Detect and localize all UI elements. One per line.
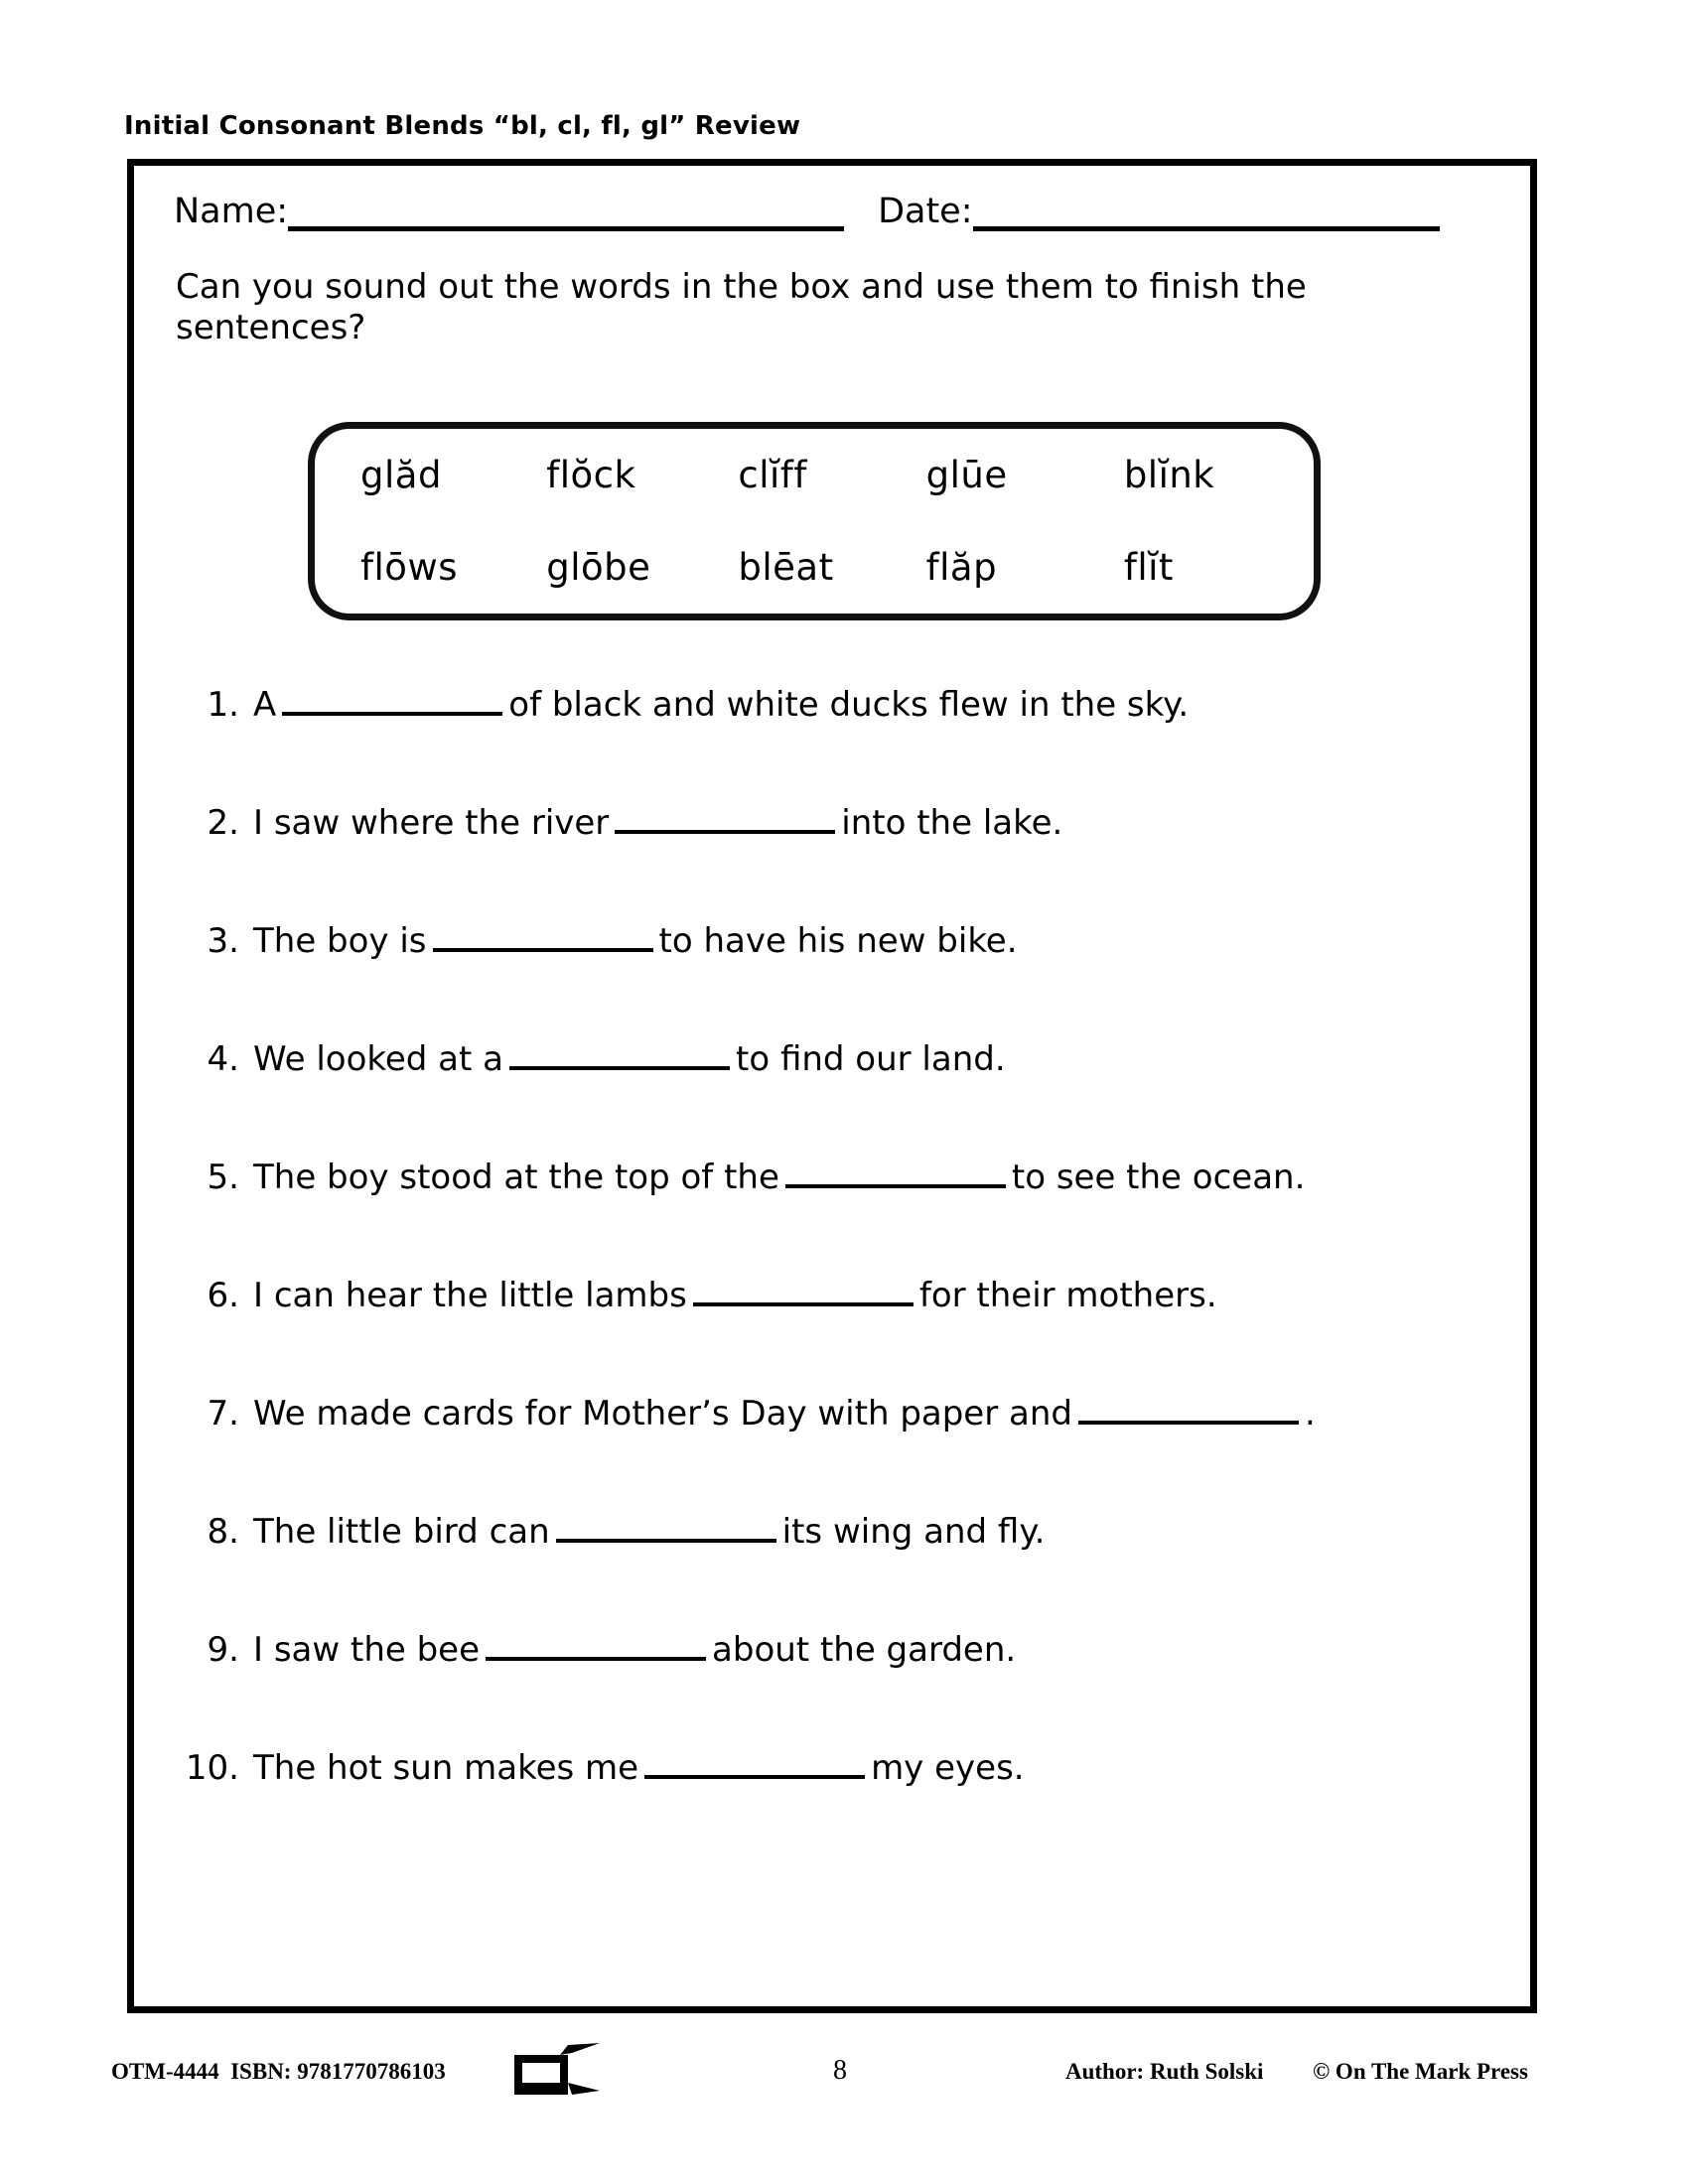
question-row (164, 1627, 1514, 1745)
question-text-after: about the garden. (712, 1630, 1017, 1670)
question-text-after: to have his new bike. (658, 921, 1018, 961)
word-bank-word: flăp (925, 546, 998, 589)
question-text-before: The boy stood at the top of the (253, 1158, 779, 1197)
question-number: 8. (207, 1512, 239, 1552)
name-label: Name: (174, 192, 289, 231)
footer-product-code: OTM-4444 (111, 2059, 219, 2084)
word-bank-word: glūe (925, 454, 1008, 496)
answer-blank[interactable] (486, 1627, 706, 1661)
question-row (164, 1273, 1514, 1391)
word-bank-word: glōbe (546, 546, 651, 589)
word-bank-word: glăd (360, 454, 442, 496)
question-number: 4. (207, 1039, 239, 1079)
word-bank-word: clĭff (738, 454, 807, 496)
question-text-after: its wing and fly. (781, 1512, 1046, 1552)
instructions-text: Can you sound out the words in the box and use them to finish the sentences? (176, 267, 1307, 348)
question-number: 3. (207, 921, 239, 961)
answer-blank[interactable] (509, 1036, 730, 1070)
question-text-after: . (1304, 1394, 1316, 1433)
name-date-row (174, 192, 1504, 251)
question-text-after: into the lake. (841, 803, 1063, 843)
question-number: 9. (207, 1630, 239, 1670)
question-number: 2. (207, 803, 239, 843)
question-text-before: We made cards for Mother’s Day with paper and (253, 1394, 1072, 1433)
footer-code-isbn (111, 2059, 446, 2085)
name-input[interactable] (288, 193, 844, 231)
word-bank-word: flŏck (546, 454, 636, 496)
footer-isbn: ISBN: 9781770786103 (230, 2059, 446, 2084)
word-bank-row (315, 429, 1314, 521)
on-the-mark-press-logo-icon (508, 2041, 604, 2103)
answer-blank[interactable] (282, 682, 502, 716)
word-bank-word: blĭnk (1123, 454, 1215, 496)
answer-blank[interactable] (644, 1745, 865, 1779)
question-number: 1. (207, 685, 239, 725)
question-text-after: for their mothers. (918, 1276, 1217, 1315)
question-number: 7. (207, 1394, 239, 1433)
word-bank-row (315, 521, 1314, 614)
footer-publisher: © On The Mark Press (1313, 2059, 1528, 2084)
question-text-after: to see the ocean. (1011, 1158, 1306, 1197)
question-number: 6. (207, 1276, 239, 1315)
question-row (164, 682, 1514, 800)
question-text-before: The little bird can (253, 1512, 550, 1552)
answer-blank[interactable] (556, 1509, 776, 1543)
word-bank-word: blēat (738, 546, 834, 589)
question-text-before: The hot sun makes me (253, 1748, 639, 1788)
question-text-before: A (253, 685, 277, 725)
question-row (164, 1391, 1514, 1509)
question-text-before: The boy is (253, 921, 427, 961)
word-bank-word: flĭt (1123, 546, 1174, 589)
question-number: 10. (185, 1748, 239, 1788)
question-text-after: to find our land. (736, 1039, 1006, 1079)
question-text-before: I saw the bee (253, 1630, 481, 1670)
question-number: 5. (207, 1158, 239, 1197)
question-row (164, 1745, 1514, 1863)
answer-blank[interactable] (615, 800, 835, 834)
page-footer (0, 2045, 1688, 2115)
question-row (164, 1509, 1514, 1627)
question-row (164, 800, 1514, 918)
question-row (164, 1036, 1514, 1155)
question-row (164, 918, 1514, 1036)
footer-author: Author: Ruth Solski (1065, 2059, 1264, 2084)
answer-blank[interactable] (433, 918, 653, 952)
question-text-before: I can hear the little lambs (253, 1276, 687, 1315)
question-text-before: I saw where the river (253, 803, 610, 843)
page-number: 8 (833, 2055, 847, 2086)
answer-blank[interactable] (785, 1155, 1006, 1188)
worksheet-frame (127, 159, 1537, 2013)
question-text-before: We looked at a (253, 1039, 503, 1079)
word-bank-word: flōws (360, 546, 458, 589)
answer-blank[interactable] (1078, 1391, 1299, 1425)
answer-blank[interactable] (693, 1273, 914, 1306)
question-text-after: of black and white ducks flew in the sky. (508, 685, 1190, 725)
date-input[interactable] (973, 193, 1440, 231)
word-bank-box (308, 422, 1321, 620)
question-row (164, 1155, 1514, 1273)
date-label: Date: (878, 192, 973, 231)
question-text-after: my eyes. (871, 1748, 1025, 1788)
page-title: Initial Consonant Blends “bl, cl, fl, gl” Review (124, 111, 801, 141)
question-list (164, 682, 1514, 1863)
